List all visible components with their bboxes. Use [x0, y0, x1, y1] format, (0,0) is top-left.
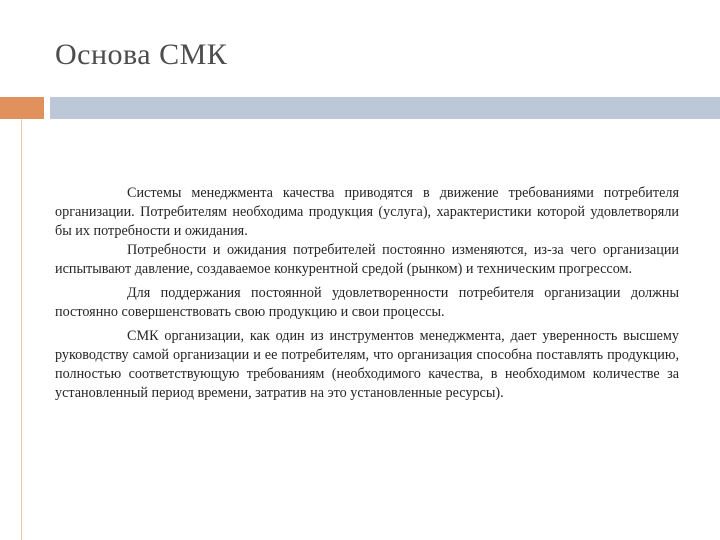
- paragraph-4: СМК организации, как один из инструментов менеджмента, дает уверенность высшему руководству самой организации и ее потребителям, что организация способна поставлять продукцию, полностью соответствующую требованиям (необходимого качества, в необходимом количестве за установленный период времени, затратив на это установленные ресурсы).: [55, 328, 679, 401]
- title-rule: [0, 97, 720, 119]
- slide-title: Основа СМК: [55, 38, 228, 71]
- title-rule-bar-blue: [50, 97, 720, 119]
- slide-body: [55, 184, 679, 403]
- paragraph-1: Системы менеджмента качества приводятся в движение требованиями потребителя организации. Потребителям необходима продукция (услуга), характеристики которой удовлетворяли бы их потребности и ожидания.: [55, 185, 679, 239]
- left-side-line: [21, 119, 22, 540]
- paragraph-3: Для поддержания постоянной удовлетворенности потребителя организации должны постоянно совершенствовать свою продукцию и свои процессы.: [55, 285, 679, 320]
- paragraph-2: Потребности и ожидания потребителей постоянно изменяются, из-за чего организации испытывают давление, создаваемое конкурентной средой (рынком) и техническим прогрессом.: [55, 242, 679, 277]
- title-rule-accent-orange: [0, 97, 44, 119]
